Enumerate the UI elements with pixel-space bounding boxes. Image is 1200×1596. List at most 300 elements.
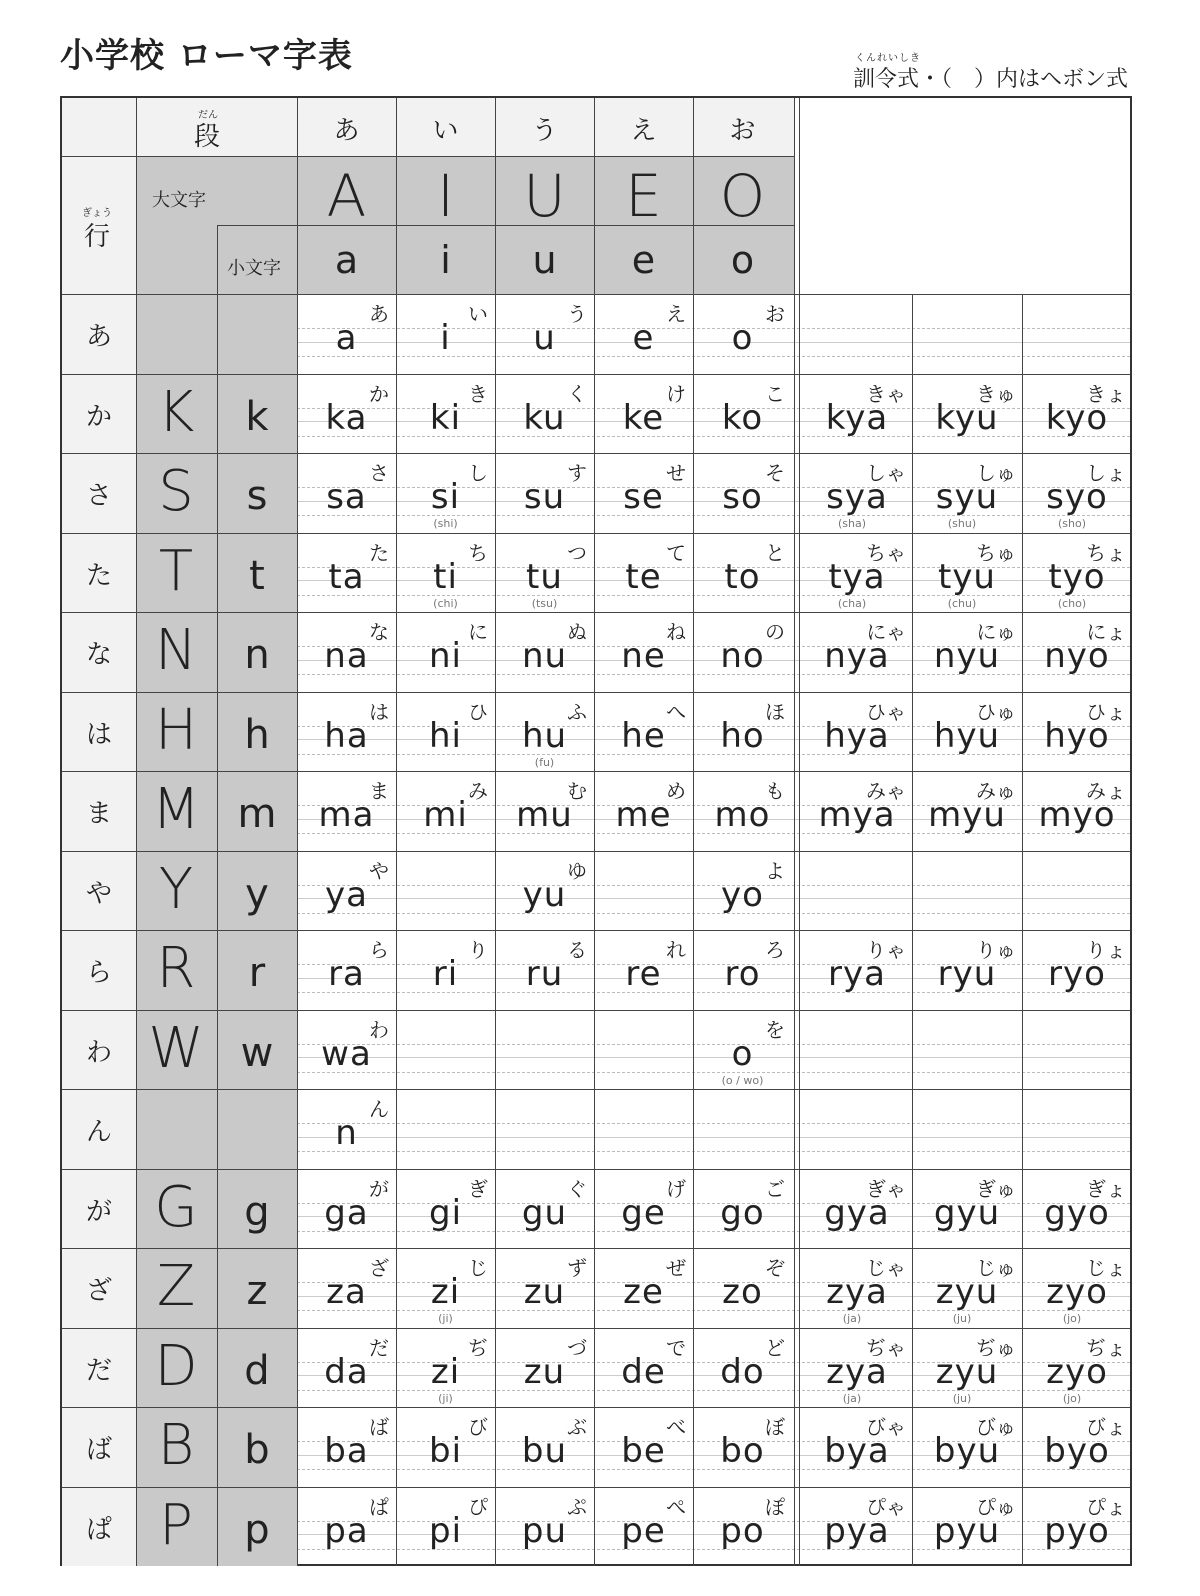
yoon-kana-1-0: きゃ (866, 381, 906, 406)
cell-kana-12-1: じ (468, 1256, 488, 1280)
yoon-romaji-11-1: gyu (933, 1192, 1001, 1233)
row-lower-15: p (244, 1506, 270, 1553)
uppercase-label: 大文字 (152, 190, 206, 211)
cell-romaji-12-4: zo (722, 1272, 763, 1312)
header-vline-split (217, 225, 218, 294)
page-title: 小学校 ローマ字表 (60, 36, 353, 76)
cell-kana-15-1: ぴ (468, 1494, 488, 1519)
yoon-kana-2-2: しょ (1086, 461, 1126, 485)
gyo-header-cell (62, 98, 136, 294)
yoon-kana-13-1: ぢゅ (976, 1335, 1016, 1360)
cell-romaji-3-1: ti (433, 556, 458, 597)
legend-text: 訓令式・（ ）内はヘボン式 (852, 67, 1128, 92)
header-vline-4 (594, 98, 595, 294)
yoon-romaji-15-1: pyu (933, 1510, 1001, 1551)
yoon-kana-14-0: びゃ (866, 1415, 906, 1439)
cell-romaji-15-1: pi (428, 1510, 463, 1551)
row-line-14 (62, 1407, 1130, 1408)
cell-romaji-12-0: za (326, 1272, 367, 1312)
cell-kana-9-4: を (765, 1017, 785, 1042)
yoon-romaji-2-2: syo (1046, 477, 1108, 517)
cell-kana-5-2: ふ (567, 699, 587, 724)
header-line-left (62, 156, 136, 157)
cell-romaji-12-2: zu (523, 1272, 566, 1312)
vowel-upper-3: U (523, 162, 566, 230)
cell-romaji-15-4: po (720, 1510, 765, 1551)
vowel-kana-1: あ (333, 116, 360, 146)
vowel-lower-1: a (334, 238, 359, 282)
cell-romaji-9-0: wa (321, 1033, 372, 1074)
cell-kana-13-3: で (666, 1335, 686, 1360)
row-line-13 (62, 1328, 1130, 1329)
cell-romaji-4-3: ne (621, 636, 666, 676)
cell-kana-7-4: よ (765, 858, 785, 883)
cell-kana-14-0: ば (369, 1415, 389, 1439)
yoon-hepburn-13-0: (ja) (842, 1391, 862, 1405)
cell-kana-0-1: い (468, 302, 488, 326)
yoon-kana-3-2: ちょ (1086, 540, 1126, 565)
row-upper-12: Z (156, 1254, 196, 1319)
body-vline-10 (1022, 294, 1023, 1566)
cell-hepburn-13-1: (ji) (438, 1391, 453, 1405)
yoon-kana-5-2: ひょ (1086, 699, 1126, 724)
yoon-kana-8-1: りゅ (976, 938, 1016, 962)
cell-kana-4-2: ぬ (567, 620, 587, 644)
yoon-hepburn-12-1: (ju) (952, 1312, 972, 1325)
yoon-kana-14-2: びょ (1086, 1415, 1126, 1439)
yoon-hepburn-2-0: (sha) (837, 517, 867, 530)
yoon-kana-1-1: きゅ (976, 381, 1016, 406)
yoon-kana-8-2: りょ (1086, 938, 1126, 962)
body-vline-8 (799, 294, 800, 1566)
row-kana-12: ざ (85, 1276, 112, 1306)
row-lower-6: m (237, 791, 277, 837)
cell-kana-8-1: り (468, 938, 488, 962)
row-line-3 (62, 533, 1130, 534)
row-lower-2: s (246, 473, 268, 519)
cell-romaji-12-3: ze (623, 1272, 664, 1312)
cell-romaji-8-1: ri (432, 954, 459, 994)
cell-kana-2-4: そ (765, 461, 785, 485)
yoon-hepburn-12-0: (ja) (842, 1312, 862, 1325)
row-kana-4: な (85, 640, 112, 670)
cell-kana-5-0: は (369, 699, 389, 724)
yoon-kana-3-1: ちゅ (976, 540, 1016, 565)
guide-10-2 (297, 1151, 1130, 1152)
cell-romaji-11-1: gi (428, 1192, 463, 1233)
cell-kana-8-2: る (567, 938, 587, 962)
yoon-romaji-15-2: pyo (1044, 1510, 1110, 1551)
row-kana-3: た (85, 560, 112, 591)
cell-kana-13-0: だ (369, 1335, 389, 1360)
cell-kana-8-4: ろ (765, 938, 785, 962)
cell-romaji-2-2: su (523, 477, 566, 517)
cell-kana-11-0: が (369, 1176, 389, 1201)
yoon-romaji-14-0: bya (824, 1431, 890, 1471)
notation-legend (852, 53, 1128, 93)
row-kana-15: ぱ (85, 1514, 112, 1545)
cell-kana-1-2: く (567, 381, 587, 406)
row-upper-14: B (157, 1413, 195, 1478)
cell-kana-0-2: う (567, 302, 587, 326)
cell-romaji-1-1: ki (429, 397, 462, 438)
cell-kana-5-1: ひ (468, 699, 488, 724)
cell-romaji-1-3: ke (622, 397, 665, 438)
row-kana-8: ら (85, 958, 112, 988)
row-upper-15: P (159, 1492, 193, 1558)
cell-kana-4-4: の (765, 620, 785, 644)
yoon-romaji-12-0: zya (826, 1272, 888, 1312)
cell-kana-12-2: ず (567, 1256, 587, 1280)
cell-kana-11-3: げ (666, 1176, 686, 1201)
yoon-romaji-15-0: pya (824, 1510, 890, 1551)
dan-ruby: だん (198, 110, 218, 121)
row-upper-9: W (148, 1015, 204, 1081)
yoon-romaji-3-2: tyo (1048, 556, 1106, 597)
cell-kana-3-0: た (369, 540, 389, 565)
body-vline-1 (217, 294, 218, 1566)
cell-kana-11-4: ご (765, 1176, 785, 1201)
vowel-lower-5: o (730, 238, 755, 282)
cell-romaji-4-0: na (324, 636, 369, 676)
row-upper-1: K (157, 379, 195, 445)
cell-kana-15-3: ぺ (666, 1494, 686, 1519)
yoon-kana-5-1: ひゅ (976, 699, 1016, 724)
cell-kana-3-4: と (765, 540, 785, 565)
body-vline-6 (693, 294, 694, 1566)
row-upper-5: H (154, 697, 198, 763)
yoon-romaji-1-2: kyo (1045, 397, 1109, 438)
vowel-kana-2: い (432, 116, 459, 146)
body-vline-3 (396, 294, 397, 1566)
row-kana-2: さ (85, 481, 112, 511)
cell-romaji-11-4: go (720, 1192, 765, 1233)
yoon-kana-12-1: じゅ (976, 1256, 1016, 1280)
cell-romaji-14-0: ba (324, 1431, 369, 1471)
cell-kana-7-0: や (369, 858, 389, 883)
cell-kana-6-0: ま (369, 779, 389, 803)
yoon-romaji-1-0: kya (825, 397, 889, 438)
cell-kana-13-4: ど (765, 1335, 785, 1360)
row-kana-7: や (85, 878, 112, 909)
row-line-4 (62, 612, 1130, 613)
yoon-kana-12-0: じゃ (866, 1256, 906, 1280)
row-line-9 (62, 1010, 1130, 1011)
cell-romaji-0-4: o (731, 318, 754, 358)
vowel-upper-4: E (625, 162, 662, 230)
gyo-ruby: ぎょう (82, 208, 112, 219)
cell-romaji-1-2: ku (523, 397, 566, 438)
yoon-kana-4-2: にょ (1086, 620, 1126, 644)
header-vline-3 (495, 98, 496, 294)
cell-romaji-6-4: mo (714, 795, 771, 835)
row-upper-13: D (154, 1333, 198, 1399)
yoon-romaji-14-1: byu (933, 1431, 1001, 1471)
cell-romaji-6-3: me (615, 795, 672, 835)
guide-10-0 (297, 1123, 1130, 1124)
cell-kana-2-1: し (468, 461, 488, 485)
cell-kana-4-1: に (468, 620, 488, 644)
yoon-kana-6-2: みょ (1086, 779, 1126, 803)
row-kana-0: あ (85, 322, 112, 352)
cell-romaji-6-0: ma (318, 795, 375, 835)
cell-kana-0-4: お (765, 302, 785, 326)
cell-romaji-12-1: zi (430, 1272, 461, 1312)
cell-romaji-1-4: ko (721, 397, 764, 438)
cell-romaji-0-1: i (440, 318, 451, 358)
cell-romaji-11-3: ge (621, 1192, 666, 1233)
cell-romaji-15-0: pa (324, 1510, 369, 1551)
cell-romaji-10-0: n (335, 1113, 358, 1153)
vowel-upper-5: O (719, 162, 766, 230)
cell-romaji-13-0: da (324, 1351, 369, 1392)
row-kana-10: ん (85, 1117, 112, 1147)
cell-kana-5-4: ほ (765, 699, 785, 724)
yoon-kana-11-2: ぎょ (1086, 1176, 1126, 1201)
cell-kana-8-3: れ (666, 938, 686, 962)
row-line-7 (62, 851, 1130, 852)
yoon-romaji-11-2: gyo (1044, 1192, 1110, 1233)
yoon-romaji-14-2: byo (1044, 1431, 1110, 1471)
cell-romaji-15-2: pu (521, 1510, 568, 1551)
cell-kana-15-0: ぱ (369, 1494, 389, 1519)
yoon-romaji-6-0: mya (818, 795, 896, 835)
yoon-kana-15-0: ぴゃ (866, 1494, 906, 1519)
cell-kana-0-0: あ (369, 302, 389, 326)
row-upper-3: T (158, 538, 194, 604)
cell-romaji-2-4: so (722, 477, 763, 517)
yoon-romaji-3-1: tyu (937, 556, 996, 597)
yoon-hepburn-3-0: (cha) (837, 596, 867, 610)
row-line-5 (62, 692, 1130, 693)
yoon-hepburn-2-1: (shu) (947, 517, 977, 530)
romaji-table (60, 96, 1132, 1566)
cell-kana-2-3: せ (666, 461, 686, 485)
yoon-kana-13-2: ぢょ (1086, 1335, 1126, 1360)
cell-romaji-2-3: se (623, 477, 664, 517)
cell-kana-7-2: ゆ (567, 858, 587, 883)
row-lower-5: h (244, 711, 270, 758)
cell-romaji-4-1: ni (429, 636, 462, 676)
cell-romaji-3-0: ta (328, 556, 365, 597)
yoon-kana-4-1: にゅ (976, 620, 1016, 644)
yoon-romaji-12-1: zyu (935, 1272, 999, 1312)
yoon-romaji-2-0: sya (826, 477, 888, 517)
row-kana-6: ま (85, 799, 112, 829)
yoon-romaji-6-1: myu (928, 795, 1006, 835)
body-vline-4 (495, 294, 496, 1566)
cell-romaji-4-2: nu (521, 636, 568, 676)
yoon-kana-13-0: ぢゃ (866, 1335, 906, 1360)
cell-kana-11-1: ぎ (468, 1176, 488, 1201)
cell-romaji-11-2: gu (521, 1192, 568, 1233)
cell-romaji-14-1: bi (428, 1431, 463, 1471)
cell-romaji-7-4: yo (721, 874, 764, 915)
cell-kana-2-2: す (567, 461, 587, 485)
yoon-kana-11-0: ぎゃ (866, 1176, 906, 1201)
yoon-romaji-13-2: zyo (1046, 1351, 1108, 1392)
row-line-15 (62, 1487, 1130, 1488)
header-vline-0 (136, 98, 137, 294)
row-upper-4: N (155, 618, 197, 683)
row-lower-9: w (240, 1029, 274, 1076)
cell-hepburn-12-1: (ji) (438, 1312, 453, 1325)
row-kana-14: ば (85, 1435, 112, 1465)
cell-romaji-7-0: ya (325, 874, 368, 915)
body-vline-2 (297, 294, 298, 1566)
body-vline-9 (912, 294, 913, 1566)
yoon-kana-8-0: りゃ (866, 938, 906, 962)
cell-kana-14-4: ぼ (765, 1415, 785, 1439)
cell-romaji-13-1: zi (430, 1351, 461, 1392)
row-lower-3: t (249, 552, 265, 599)
yoon-kana-11-1: ぎゅ (976, 1176, 1016, 1201)
gyo-label: 行 (84, 222, 111, 252)
row-lower-8: r (248, 950, 266, 996)
row-lower-12: z (246, 1268, 268, 1314)
cell-kana-6-3: め (666, 779, 686, 803)
vowel-kana-4: え (630, 116, 657, 146)
cell-romaji-6-2: mu (516, 795, 573, 835)
row-kana-9: わ (85, 1037, 112, 1068)
yoon-romaji-5-0: hya (824, 715, 890, 756)
header-line-1 (217, 225, 794, 226)
body-vline-5 (594, 294, 595, 1566)
cell-romaji-8-2: ru (525, 954, 564, 994)
yoon-romaji-5-1: hyu (933, 715, 1001, 756)
cell-kana-3-2: つ (567, 540, 587, 565)
cell-romaji-9-4: o (731, 1033, 754, 1074)
yoon-hepburn-2-2: (sho) (1057, 517, 1086, 530)
yoon-kana-12-2: じょ (1086, 1256, 1126, 1280)
cell-romaji-5-0: ha (324, 715, 369, 756)
yoon-romaji-6-2: myo (1038, 795, 1116, 835)
vowel-lower-4: e (631, 238, 656, 282)
cell-hepburn-3-1: (chi) (433, 596, 458, 610)
header-line-0 (136, 156, 794, 157)
row-upper-11: G (154, 1174, 198, 1240)
cell-romaji-13-4: do (720, 1351, 765, 1392)
cell-kana-13-1: ぢ (468, 1335, 488, 1360)
cell-kana-13-2: づ (567, 1335, 587, 1360)
cell-kana-3-3: て (666, 540, 686, 565)
cell-kana-9-0: わ (369, 1017, 389, 1042)
cell-kana-2-0: さ (369, 461, 389, 485)
legend-ruby: くんれいしき (854, 53, 921, 64)
row-line-12 (62, 1248, 1130, 1249)
body-vline-7 (794, 294, 795, 1566)
cell-romaji-5-4: ho (720, 715, 765, 756)
cell-romaji-5-1: hi (429, 715, 462, 756)
cell-romaji-0-3: e (632, 318, 655, 358)
cell-romaji-11-0: ga (324, 1192, 369, 1233)
cell-kana-0-3: え (666, 302, 686, 326)
yoon-kana-14-1: びゅ (976, 1415, 1016, 1439)
yoon-kana-6-1: みゅ (976, 779, 1016, 803)
cell-kana-12-3: ぜ (666, 1256, 686, 1280)
cell-romaji-13-2: zu (523, 1351, 566, 1392)
yoon-romaji-1-1: kyu (935, 397, 999, 438)
yoon-romaji-8-1: ryu (937, 954, 997, 994)
yoon-romaji-4-1: nyu (933, 636, 1001, 676)
yoon-kana-2-0: しゃ (866, 461, 906, 485)
cell-romaji-0-2: u (533, 318, 556, 358)
cell-kana-14-3: べ (666, 1415, 686, 1439)
cell-romaji-5-2: hu (521, 715, 568, 756)
cell-kana-11-2: ぐ (567, 1176, 587, 1201)
cell-romaji-14-4: bo (720, 1431, 765, 1471)
body-vline-0 (136, 294, 137, 1566)
cell-romaji-14-2: bu (521, 1431, 568, 1471)
row-kana-5: は (85, 719, 112, 750)
row-line-8 (62, 930, 1130, 931)
yoon-kana-4-0: にゃ (866, 620, 906, 644)
yoon-romaji-3-0: tya (828, 556, 886, 597)
row-lower-4: n (244, 632, 270, 678)
yoon-romaji-12-2: zyo (1046, 1272, 1108, 1312)
cell-romaji-3-2: tu (526, 556, 563, 597)
yoon-romaji-13-0: zya (826, 1351, 888, 1392)
row-line-10 (62, 1089, 1130, 1090)
row-line-11 (62, 1169, 1130, 1170)
yoon-hepburn-3-1: (chu) (947, 596, 977, 610)
cell-kana-10-0: ん (369, 1097, 389, 1121)
cell-romaji-8-4: ro (724, 954, 761, 994)
cell-romaji-3-4: to (724, 556, 761, 597)
cell-hepburn-5-2: (fu) (534, 755, 555, 769)
vowel-lower-2: i (440, 238, 451, 282)
yoon-romaji-4-0: nya (824, 636, 890, 676)
cell-hepburn-3-2: (tsu) (531, 596, 558, 610)
cell-kana-12-0: ざ (369, 1256, 389, 1280)
yoon-hepburn-3-2: (cho) (1057, 596, 1087, 610)
cell-romaji-6-1: mi (423, 795, 468, 835)
vowel-upper-2: I (436, 162, 455, 230)
row-lower-14: b (244, 1427, 270, 1473)
cell-romaji-8-3: re (625, 954, 662, 994)
cell-romaji-13-3: de (621, 1351, 666, 1392)
row-kana-11: が (85, 1196, 112, 1227)
row-kana-1: か (85, 401, 112, 432)
cell-kana-8-0: ら (369, 938, 389, 962)
vowel-lower-3: u (532, 238, 557, 282)
row-lower-13: d (244, 1347, 270, 1394)
cell-hepburn-9-4: (o / wo) (721, 1073, 764, 1087)
cell-kana-1-4: こ (765, 381, 785, 406)
header-vline-1 (297, 98, 298, 294)
header-vline-6 (794, 98, 795, 294)
cell-kana-4-3: ね (666, 620, 686, 644)
yoon-romaji-2-1: syu (935, 477, 999, 517)
cell-romaji-15-3: pe (621, 1510, 666, 1551)
cell-romaji-4-4: no (720, 636, 765, 676)
row-lower-7: y (245, 870, 269, 917)
cell-romaji-3-3: te (625, 556, 662, 597)
cell-romaji-5-3: he (621, 715, 666, 756)
cell-kana-3-1: ち (468, 540, 488, 565)
row-line-2 (62, 453, 1130, 454)
cell-kana-1-3: け (666, 381, 686, 406)
cell-hepburn-2-1: (shi) (433, 517, 458, 530)
yoon-kana-6-0: みゃ (866, 779, 906, 803)
row-kana-13: だ (85, 1355, 112, 1386)
cell-kana-6-2: む (567, 779, 587, 803)
yoon-hepburn-13-2: (jo) (1062, 1391, 1082, 1405)
cell-kana-1-0: か (369, 381, 389, 406)
yoon-kana-5-0: ひゃ (866, 699, 906, 724)
yoon-kana-2-1: しゅ (976, 461, 1016, 485)
row-line-0 (62, 294, 1130, 295)
